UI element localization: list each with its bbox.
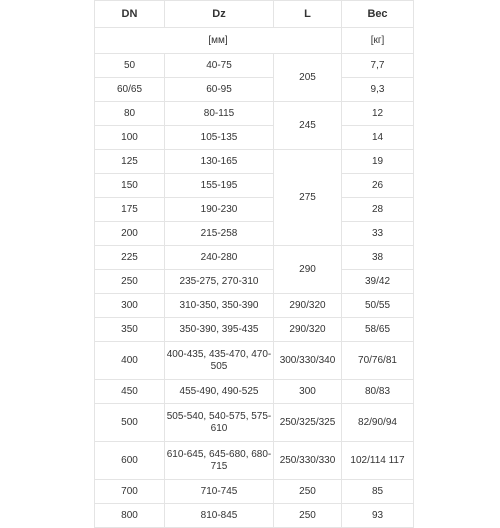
table-row: [95, 222, 414, 246]
units-row: [95, 28, 414, 54]
table-row: [95, 198, 414, 222]
cell-dz: 215-258: [165, 222, 274, 246]
cell-dn: 500: [95, 404, 165, 442]
cell-weight: 19: [342, 150, 414, 174]
cell-l: 205: [274, 54, 342, 102]
cell-dn: 200: [95, 222, 165, 246]
header-weight: Вес: [342, 1, 414, 28]
cell-dn: 700: [95, 480, 165, 504]
header-dz: Dz: [165, 1, 274, 28]
cell-dz: 400-435, 435-470, 470-505: [165, 342, 274, 380]
cell-weight: 14: [342, 126, 414, 150]
cell-dz: 105-135: [165, 126, 274, 150]
cell-dz: 190-230: [165, 198, 274, 222]
table-row: [95, 102, 414, 126]
cell-l: 290/320: [274, 318, 342, 342]
cell-weight: 102/114 117: [342, 442, 414, 480]
cell-l: 250: [274, 504, 342, 528]
cell-l: 250/325/325: [274, 404, 342, 442]
cell-dn: 150: [95, 174, 165, 198]
cell-dn: 800: [95, 504, 165, 528]
table-row: [95, 270, 414, 294]
cell-dn: 350: [95, 318, 165, 342]
cell-weight: 7,7: [342, 54, 414, 78]
cell-weight: 39/42: [342, 270, 414, 294]
cell-dz: 505-540, 540-575, 575-610: [165, 404, 274, 442]
header-l: L: [274, 1, 342, 28]
cell-dn: 300: [95, 294, 165, 318]
cell-dn: 175: [95, 198, 165, 222]
cell-dz: 455-490, 490-525: [165, 380, 274, 404]
cell-dn: 60/65: [95, 78, 165, 102]
cell-dn: 600: [95, 442, 165, 480]
cell-l: 290: [274, 246, 342, 294]
cell-weight: 28: [342, 198, 414, 222]
cell-l: 300/330/340: [274, 342, 342, 380]
cell-l: 245: [274, 102, 342, 150]
table-row: [95, 54, 414, 78]
cell-weight: 82/90/94: [342, 404, 414, 442]
units-kg: [кг]: [342, 28, 414, 54]
cell-weight: 85: [342, 480, 414, 504]
cell-dz: 240-280: [165, 246, 274, 270]
cell-l: 300: [274, 380, 342, 404]
table-row: [95, 342, 414, 380]
cell-weight: 93: [342, 504, 414, 528]
table-row: [95, 318, 414, 342]
cell-weight: 38: [342, 246, 414, 270]
cell-weight: 70/76/81: [342, 342, 414, 380]
cell-dz: 155-195: [165, 174, 274, 198]
cell-dz: 710-745: [165, 480, 274, 504]
cell-dn: 80: [95, 102, 165, 126]
cell-dz: 810-845: [165, 504, 274, 528]
cell-dz: 60-95: [165, 78, 274, 102]
table-row: [95, 174, 414, 198]
cell-dz: 80-115: [165, 102, 274, 126]
header-dn: DN: [95, 1, 165, 28]
cell-dn: 250: [95, 270, 165, 294]
spec-table: [94, 0, 414, 528]
table-row: [95, 246, 414, 270]
cell-l: 250: [274, 480, 342, 504]
cell-dz: 130-165: [165, 150, 274, 174]
cell-l: 290/320: [274, 294, 342, 318]
cell-dn: 225: [95, 246, 165, 270]
table-row: [95, 380, 414, 404]
header-row: [95, 1, 414, 28]
cell-weight: 33: [342, 222, 414, 246]
cell-dn: 125: [95, 150, 165, 174]
cell-weight: 26: [342, 174, 414, 198]
cell-weight: 50/55: [342, 294, 414, 318]
cell-dz: 310-350, 350-390: [165, 294, 274, 318]
table-row: [95, 78, 414, 102]
cell-dn: 100: [95, 126, 165, 150]
cell-weight: 58/65: [342, 318, 414, 342]
cell-weight: 12: [342, 102, 414, 126]
table-row: [95, 294, 414, 318]
table-row: [95, 504, 414, 528]
table-row: [95, 404, 414, 442]
cell-l: 275: [274, 150, 342, 246]
cell-l: 250/330/330: [274, 442, 342, 480]
cell-weight: 9,3: [342, 78, 414, 102]
cell-dz: 40-75: [165, 54, 274, 78]
cell-dn: 50: [95, 54, 165, 78]
table-row: [95, 150, 414, 174]
table-row: [95, 442, 414, 480]
cell-dz: 235-275, 270-310: [165, 270, 274, 294]
cell-dn: 400: [95, 342, 165, 380]
table-row: [95, 126, 414, 150]
units-mm: [мм]: [95, 28, 342, 54]
cell-dz: 350-390, 395-435: [165, 318, 274, 342]
cell-weight: 80/83: [342, 380, 414, 404]
cell-dz: 610-645, 645-680, 680-715: [165, 442, 274, 480]
cell-dn: 450: [95, 380, 165, 404]
